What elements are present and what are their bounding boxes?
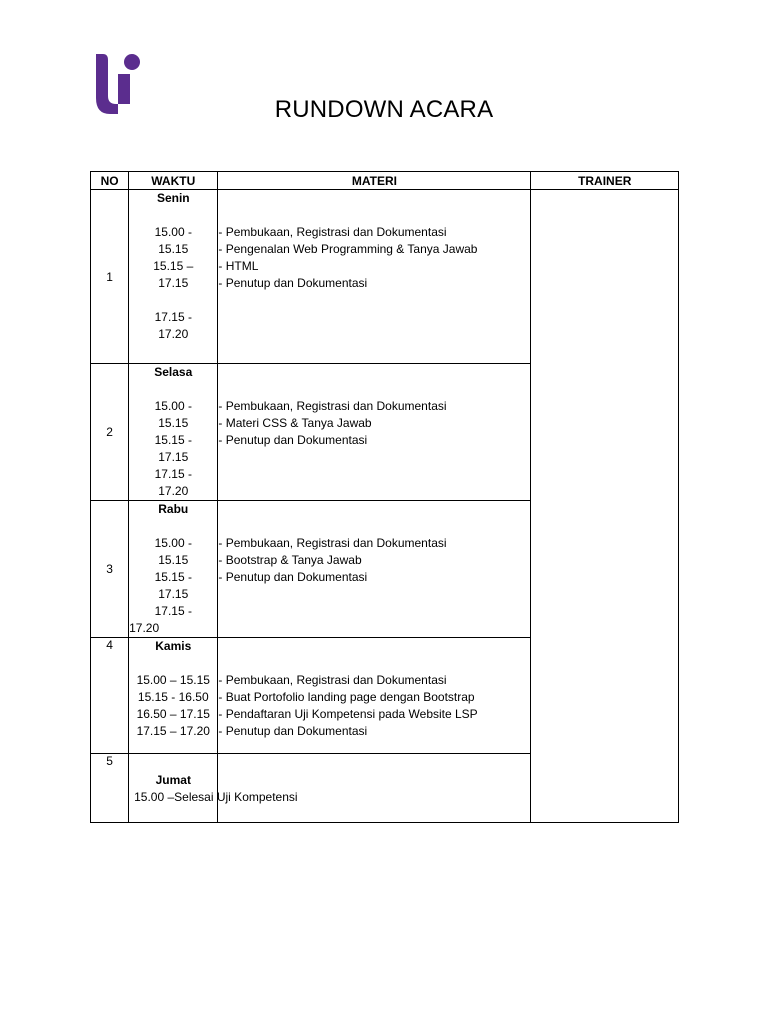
waktu-cell: [129, 364, 218, 501]
materi-item: - Pendaftaran Uji Kompetensi pada Website LSP: [218, 707, 478, 721]
waktu-cell: [129, 190, 218, 364]
trainer-cell: [531, 190, 679, 823]
time-line: 17.15 -: [154, 467, 192, 481]
materi-item: - Pembukaan, Registrasi dan Dokumentasi: [218, 536, 447, 550]
time-line: 17.20: [158, 484, 189, 498]
time-line: 15.15 -: [154, 433, 192, 447]
time-line: 15.00 -: [154, 225, 192, 239]
row-number: 5: [91, 754, 129, 823]
row-number: 3: [91, 501, 129, 638]
time-line: 17.20: [158, 327, 189, 341]
day-label: Senin: [156, 191, 190, 205]
time-line: 15.00 –Selesai Uji Kompetensi: [134, 790, 298, 804]
materi-item: - Pembukaan, Registrasi dan Dokumentasi: [218, 399, 447, 413]
header-materi: MATERI: [218, 172, 531, 190]
time-line: 17.15: [158, 276, 189, 290]
header-trainer: TRAINER: [531, 172, 679, 190]
time-line: 15.15: [158, 553, 189, 567]
time-line: 16.50 – 17.15: [136, 707, 210, 721]
materi-item: - Materi CSS & Tanya Jawab: [218, 416, 372, 430]
time-line: 15.15 –: [153, 259, 194, 273]
materi-item: - HTML: [218, 259, 259, 273]
materi-item: - Pembukaan, Registrasi dan Dokumentasi: [218, 225, 447, 239]
materi-item: - Penutup dan Dokumentasi: [218, 724, 368, 738]
time-line: 15.15: [158, 242, 189, 256]
time-line: 17.15 -: [154, 310, 192, 324]
time-line: 17.15: [158, 587, 189, 601]
day-label: Jumat: [155, 773, 191, 787]
materi-cell: [218, 638, 531, 754]
time-line: 17.15 – 17.20: [136, 724, 210, 738]
day-label: Rabu: [158, 502, 189, 516]
waktu-cell: [129, 754, 298, 823]
time-line: 15.15 - 16.50: [137, 690, 209, 704]
time-line: 17.15: [158, 450, 189, 464]
materi-item: - Bootstrap & Tanya Jawab: [218, 553, 362, 567]
materi-item: - Pengenalan Web Programming & Tanya Jawab: [218, 242, 478, 256]
materi-cell: [218, 364, 531, 501]
materi-cell: [218, 754, 531, 823]
rundown-table: [90, 171, 679, 823]
time-line: 15.00 -: [154, 399, 192, 413]
row-number: 2: [91, 364, 129, 501]
time-line: 15.15 -: [154, 570, 192, 584]
time-line: 15.00 -: [154, 536, 192, 550]
time-line: 15.00 – 15.15: [136, 673, 210, 687]
table-header-row: [91, 172, 679, 190]
time-line: 15.15: [158, 416, 189, 430]
materi-cell: [218, 190, 531, 364]
day-label: Kamis: [155, 639, 192, 653]
materi-item: - Buat Portofolio landing page dengan Bootstrap: [218, 690, 475, 704]
materi-item: - Penutup dan Dokumentasi: [218, 276, 368, 290]
time-line: 17.20: [129, 621, 160, 635]
page-title: RUNDOWN ACARA: [274, 96, 494, 123]
materi-cell: [218, 501, 531, 638]
waktu-cell: [129, 638, 218, 754]
materi-item: - Penutup dan Dokumentasi: [218, 570, 368, 584]
waktu-cell: [129, 501, 218, 638]
day-label: Selasa: [154, 365, 193, 379]
row-number: 4: [91, 638, 129, 754]
materi-item: - Pembukaan, Registrasi dan Dokumentasi: [218, 673, 447, 687]
header-no: NO: [91, 172, 129, 190]
row-number: 1: [91, 190, 129, 364]
time-line: 17.15 -: [154, 604, 192, 618]
materi-item: - Penutup dan Dokumentasi: [218, 433, 368, 447]
table-row: [91, 190, 679, 364]
header-waktu: WAKTU: [129, 172, 218, 190]
